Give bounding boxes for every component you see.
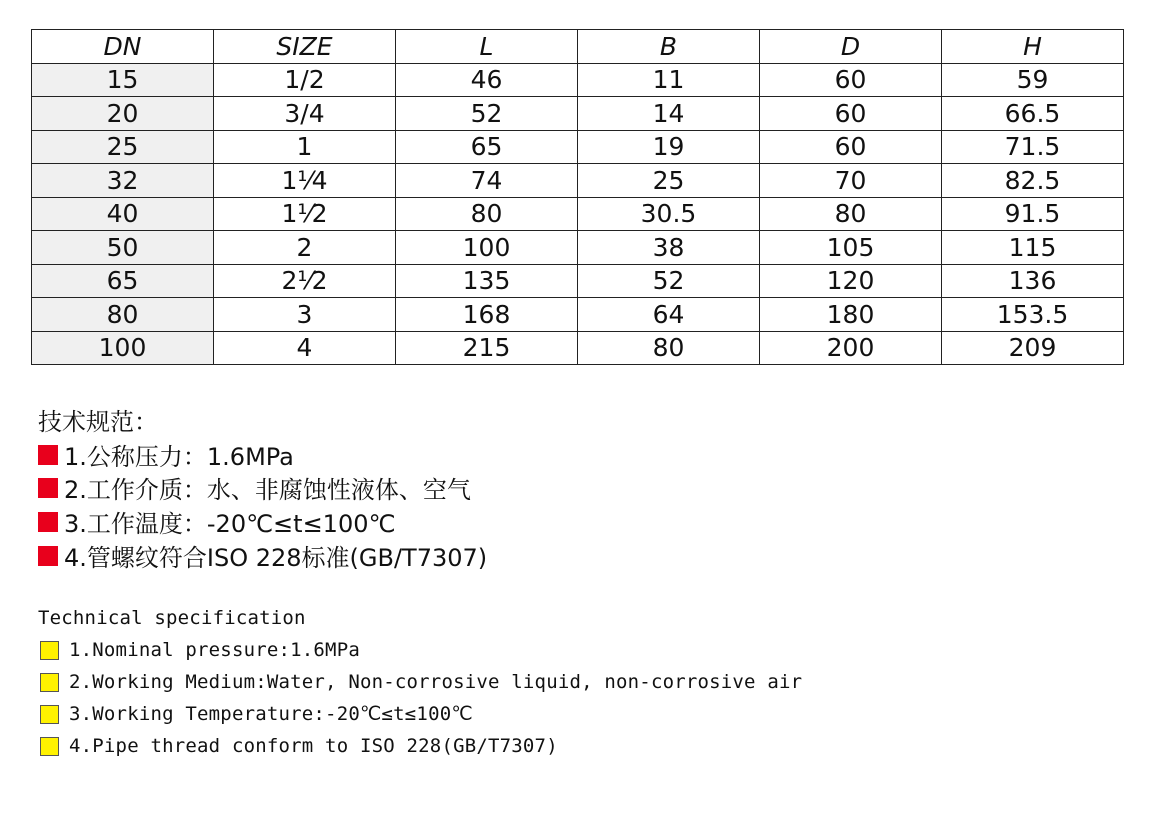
- table-row: [32, 130, 1124, 164]
- cn-spec-item-text: 4.管螺纹符合ISO 228标准(GB/T7307): [64, 544, 488, 572]
- header-d: D: [760, 30, 942, 64]
- en-spec-item-text: 3.Working Temperature:-20℃≤t≤100℃: [69, 703, 473, 725]
- table-cell-h: 59: [942, 63, 1124, 97]
- table-cell-d: 120: [760, 264, 942, 298]
- table-row: [32, 264, 1124, 298]
- table-row: [32, 298, 1124, 332]
- table-cell-l: 135: [396, 264, 578, 298]
- table-header-row: [32, 30, 1124, 64]
- table-cell-b: 38: [578, 231, 760, 265]
- cn-spec-item-text: 1.公称压力：1.6MPa: [64, 443, 294, 471]
- en-spec-item-text: 4.Pipe thread conform to ISO 228(GB/T7307): [69, 735, 558, 757]
- cn-spec-item: [38, 504, 395, 539]
- table-cell-l: 80: [396, 197, 578, 231]
- table-cell-l: 168: [396, 298, 578, 332]
- yellow-square-marker-icon: [40, 673, 59, 692]
- cn-spec-item-text: 2.工作介质：水、非腐蚀性液体、空气: [64, 476, 471, 504]
- cn-spec-item: [38, 538, 487, 573]
- table-cell-d: 105: [760, 231, 942, 265]
- table-cell-dn: 40: [32, 197, 214, 231]
- header-dn: DN: [32, 30, 214, 64]
- table-cell-h: 136: [942, 264, 1124, 298]
- table-cell-size: 2: [214, 231, 396, 265]
- en-spec-item: [40, 671, 802, 693]
- table-cell-l: 52: [396, 97, 578, 131]
- red-square-marker-icon: [38, 546, 58, 566]
- table-body: [32, 63, 1124, 365]
- yellow-square-marker-icon: [40, 705, 59, 724]
- table-cell-dn: 32: [32, 164, 214, 198]
- table-cell-dn: 50: [32, 231, 214, 265]
- header-l: L: [396, 30, 578, 64]
- en-spec-item-text: 1.Nominal pressure:1.6MPa: [69, 639, 360, 661]
- table-cell-d: 200: [760, 331, 942, 365]
- table-cell-dn: 25: [32, 130, 214, 164]
- table-cell-h: 66.5: [942, 97, 1124, 131]
- table-cell-size: 3: [214, 298, 396, 332]
- table-cell-b: 80: [578, 331, 760, 365]
- table-cell-dn: 20: [32, 97, 214, 131]
- table-cell-dn: 15: [32, 63, 214, 97]
- table-cell-b: 11: [578, 63, 760, 97]
- cn-spec-item: [38, 437, 294, 472]
- table-cell-b: 52: [578, 264, 760, 298]
- cn-spec-item: [38, 470, 471, 505]
- yellow-square-marker-icon: [40, 737, 59, 756]
- table-row: [32, 197, 1124, 231]
- en-spec-item: [40, 703, 473, 725]
- table-cell-b: 14: [578, 97, 760, 131]
- en-spec-item: [40, 735, 558, 757]
- table-row: [32, 63, 1124, 97]
- table-cell-dn: 80: [32, 298, 214, 332]
- table-cell-h: 153.5: [942, 298, 1124, 332]
- table-cell-d: 60: [760, 130, 942, 164]
- table-cell-dn: 65: [32, 264, 214, 298]
- table-cell-size: 1/2: [214, 63, 396, 97]
- table-cell-d: 60: [760, 63, 942, 97]
- table-cell-h: 71.5: [942, 130, 1124, 164]
- table-cell-b: 19: [578, 130, 760, 164]
- table-cell-l: 100: [396, 231, 578, 265]
- table-cell-d: 70: [760, 164, 942, 198]
- table-cell-size: 2¹⁄2: [214, 264, 396, 298]
- table-cell-h: 91.5: [942, 197, 1124, 231]
- en-spec-item: [40, 639, 360, 661]
- table-cell-d: 80: [760, 197, 942, 231]
- table-cell-l: 74: [396, 164, 578, 198]
- table-cell-b: 30.5: [578, 197, 760, 231]
- table-cell-b: 25: [578, 164, 760, 198]
- table-row: [32, 164, 1124, 198]
- table-cell-d: 180: [760, 298, 942, 332]
- cn-spec-title: 技术规范：: [38, 408, 158, 436]
- yellow-square-marker-icon: [40, 641, 59, 660]
- table-cell-h: 82.5: [942, 164, 1124, 198]
- red-square-marker-icon: [38, 512, 58, 532]
- table-row: [32, 331, 1124, 365]
- red-square-marker-icon: [38, 445, 58, 465]
- table-cell-l: 215: [396, 331, 578, 365]
- header-size: SIZE: [214, 30, 396, 64]
- table-cell-dn: 100: [32, 331, 214, 365]
- en-spec-item-text: 2.Working Medium:Water, Non-corrosive liquid, non-corrosive air: [69, 671, 803, 693]
- table-cell-b: 64: [578, 298, 760, 332]
- table-cell-h: 209: [942, 331, 1124, 365]
- cn-spec-item-text: 3.工作温度：-20℃≤t≤100℃: [64, 510, 396, 538]
- en-spec-title: Technical specification: [38, 607, 306, 629]
- table-cell-l: 46: [396, 63, 578, 97]
- table-cell-d: 60: [760, 97, 942, 131]
- table-cell-h: 115: [942, 231, 1124, 265]
- table-row: [32, 97, 1124, 131]
- red-square-marker-icon: [38, 478, 58, 498]
- table-cell-size: 4: [214, 331, 396, 365]
- table-cell-size: 3/4: [214, 97, 396, 131]
- table-cell-size: 1¹⁄2: [214, 197, 396, 231]
- table-cell-size: 1: [214, 130, 396, 164]
- table-row: [32, 231, 1124, 265]
- dimension-table: [31, 29, 1124, 365]
- header-h: H: [942, 30, 1124, 64]
- header-b: B: [578, 30, 760, 64]
- table-cell-l: 65: [396, 130, 578, 164]
- table-cell-size: 1¹⁄4: [214, 164, 396, 198]
